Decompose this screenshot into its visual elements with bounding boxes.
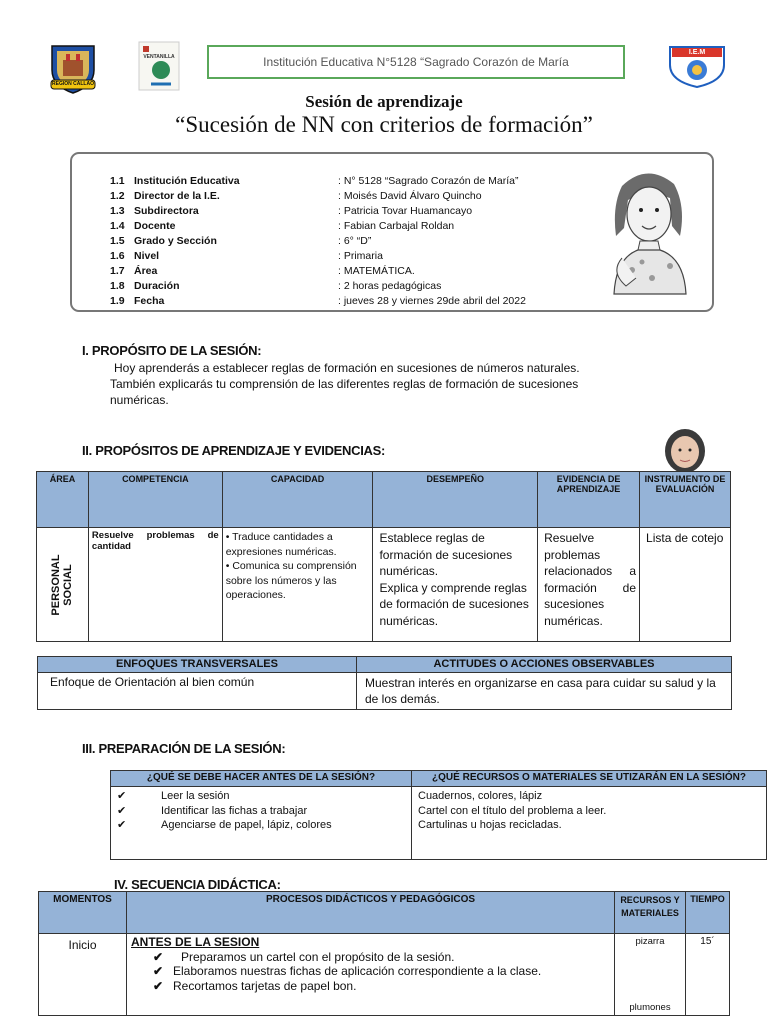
before-item [117,818,408,833]
resource-item: Cartel con el título del problema a leer. [418,804,607,817]
enfoque-cell: Enfoque de Orientación al bien común [38,673,357,710]
process-cell [127,934,615,1016]
header-desempeno: DESEMPEÑO [373,472,538,528]
process-item [131,979,610,994]
logo-region-callao [46,40,100,96]
resource-item: Cartulinas u hojas recicladas. [418,819,562,831]
header-competencia: COMPETENCIA [88,472,222,528]
enfoques-table [37,656,732,710]
capacidad-item-1: • Traduce cantidades a expresiones numéricas. [225,531,337,558]
header-capacidad: CAPACIDAD [222,472,373,528]
info-num: 1.8 [110,280,125,292]
info-label: Área [134,265,158,277]
info-num: 1.9 [110,295,125,307]
actitudes-header: ACTITUDES O ACCIONES OBSERVABLES [357,657,732,673]
logo-ventanilla [137,40,181,92]
purpose-line-1: Hoy aprenderás a establecer reglas de formación en sucesiones de números naturales. [114,361,580,375]
info-label: Fecha [134,295,165,307]
header-procesos: PROCESOS DIDÁCTICOS Y PEDAGÓGICOS [127,892,615,934]
institution-banner [207,45,625,79]
purpose-line-3: numéricas. [110,393,169,407]
info-num: 1.2 [110,190,125,202]
checkmark-icon: ✔ [153,964,164,978]
header-recursos: RECURSOS Y MATERIALES [615,892,686,934]
header-area: ÁREA [37,472,89,528]
info-value: : Moisés David Álvaro Quincho [338,190,482,202]
cell-area [37,528,89,642]
header-evidencia: EVIDENCIA DE APRENDIZAJE [538,472,640,528]
info-num: 1.1 [110,175,125,187]
before-item-text: Leer la sesión [161,790,230,802]
institution-banner-text: Institución Educativa N°5128 “Sagrado Corazón de María [263,55,569,69]
info-label: Docente [134,220,176,232]
moment-cell: Inicio [39,934,127,1016]
info-label: Duración [134,280,180,292]
learning-purposes-table [36,471,731,642]
header-momentos: MOMENTOS [39,892,127,934]
cell-evidencia: Resuelve problemas relacionados a formación de sucesiones numéricas. [538,528,640,642]
desempeno-line-2: Explica y comprende reglas de formación de sucesiones numéricas. [379,580,529,628]
area-text: PERSONAL SOCIAL [50,553,75,616]
info-value: : Patricia Tovar Huamancayo [338,205,473,217]
process-item [131,964,610,979]
cell-desempeno [373,528,538,642]
info-value: : jueves 28 y viernes 29de abril del 2022 [338,295,526,307]
logo-left-caption: REGION CALLAO [52,81,94,87]
didactic-sequence-table [38,891,730,1016]
cell-instrumento: Lista de cotejo [640,528,731,642]
logo-iem [668,43,726,89]
cell-competencia: Resuelve problemas de cantidad [88,528,222,642]
header-instrumento: INSTRUMENTO DE EVALUACIÓN [640,472,731,528]
info-value: : 2 horas pedagógicas [338,280,442,292]
header-tiempo: TIEMPO [686,892,730,934]
section-2-title: II. PROPÓSITOS DE APRENDIZAJE Y EVIDENCIAS: [82,443,386,458]
girl-illustration [592,166,702,296]
resource-pizarra: pizarra [635,936,665,947]
checkmark-icon: ✔ [117,790,127,802]
capacidad-item-2: • Comunica su comprensión sobre los números y las operaciones. [225,560,357,601]
info-label: Institución Educativa [134,175,240,187]
info-label: Director de la I.E. [134,190,220,202]
info-num: 1.5 [110,235,125,247]
resource-plumones: plumones [629,1002,671,1013]
info-num: 1.6 [110,250,125,262]
checkmark-icon: ✔ [117,819,127,831]
before-item [117,789,408,804]
section-4-title: IV. SECUENCIA DIDÁCTICA: [114,877,281,892]
preparation-table [110,770,767,860]
session-subtitle: Sesión de aprendizaje [305,92,463,111]
process-item [131,950,610,965]
desempeno-line-1: Establece reglas de formación de sucesiones numéricas. [379,531,513,578]
process-item-text: Recortamos tarjetas de papel bon. [173,978,357,993]
info-value: : 6° “D” [338,235,372,247]
preparation-resources-header: ¿QUÉ RECURSOS O MATERIALES SE UTIZARÁN EN LA SESIÓN? [412,771,767,787]
preparation-before-cell [111,787,412,860]
process-item-text: Preparamos un cartel con el propósito de la sesión. [181,949,455,964]
capacidad-item-2-text: Comunica su comprensión sobre los números y las operaciones. [225,560,357,601]
info-num: 1.3 [110,205,125,217]
before-item [117,804,408,819]
process-subtitle: ANTES DE LA SESION [131,935,260,949]
info-num: 1.7 [110,265,125,277]
info-value: : MATEMÁTICA. [338,265,415,277]
teacher-photo [660,425,710,471]
checkmark-icon: ✔ [153,978,164,993]
info-num: 1.4 [110,220,125,232]
info-value: : N° 5128 “Sagrado Corazón de María” [338,175,519,187]
actitudes-cell: Muestran interés en organizarse en casa para cuidar su salud y la de los demás. [357,673,732,710]
checkmark-icon: ✔ [117,804,127,817]
checkmark-icon: ✔ [153,949,164,964]
process-item-text: Elaboramos nuestras fichas de aplicación correspondiente a la clase. [173,964,542,978]
section-1-title: I. PROPÓSITO DE LA SESIÓN: [82,343,262,358]
logo-right-caption: I.E.M [688,49,706,56]
capacidad-item-1-text: Traduce cantidades a expresiones numéricas. [225,531,337,558]
info-value: : Fabian Carbajal Roldan [338,220,455,232]
info-value: : Primaria [338,250,383,262]
section-3-title: III. PREPARACIÓN DE LA SESIÓN: [82,741,286,756]
purpose-line-2: También explicarás tu comprensión de las diferentes reglas de formación de sucesiones [110,377,579,391]
before-item-text: Agenciarse de papel, lápiz, colores [161,819,332,831]
time-cell: 15´ [686,934,730,1016]
session-title: “Sucesión de NN con criterios de formación” [175,112,593,137]
enfoques-header: ENFOQUES TRANSVERSALES [38,657,357,673]
info-label: Subdirectora [134,205,199,217]
preparation-before-header: ¿QUÉ SE DEBE HACER ANTES DE LA SESIÓN? [111,771,412,787]
resource-item: Cuadernos, colores, lápiz [418,790,543,802]
logo-center-caption: VENTANILLA [143,54,175,60]
resources-cell [615,934,686,1016]
cell-capacidad [222,528,373,642]
preparation-resources-cell [412,787,767,860]
info-label: Nivel [134,250,160,262]
before-item-text: Identificar las fichas a trabajar [161,804,308,817]
info-label: Grado y Sección [134,235,217,247]
